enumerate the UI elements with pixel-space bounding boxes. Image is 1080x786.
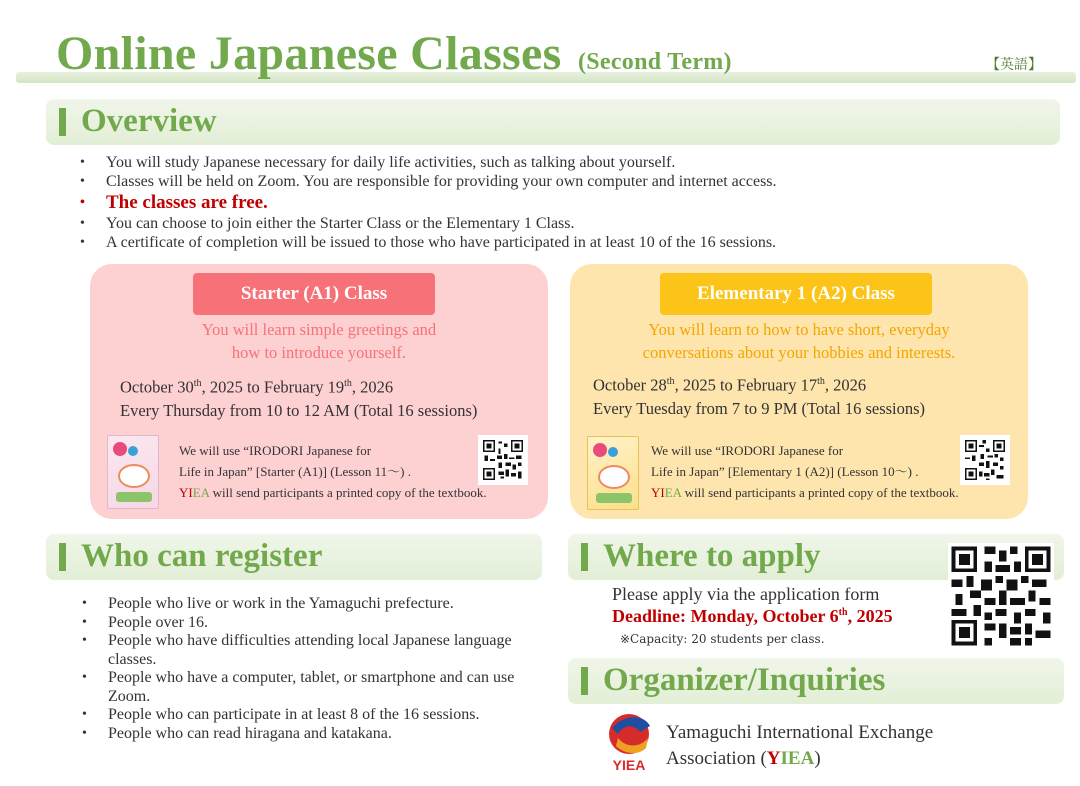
register-list — [82, 595, 542, 743]
section-marker — [59, 108, 66, 136]
qr-code-icon[interactable] — [948, 543, 1054, 649]
overview-header — [46, 99, 1060, 145]
section-marker — [581, 667, 588, 695]
section-marker — [59, 543, 66, 571]
elementary-weekly-time: Every Tuesday from 7 to 9 PM (Total 16 sessions) — [593, 398, 926, 418]
elementary-schedule — [593, 370, 925, 420]
yiea-logo-icon — [600, 708, 658, 774]
starter-desc-line: how to introduce yourself. — [231, 343, 407, 362]
qr-code-icon[interactable] — [478, 435, 528, 485]
register-heading: Who can register — [81, 538, 323, 574]
overview-list — [80, 154, 1060, 252]
elementary-textbook-info: We will use “IRODORI Japanese for Life in Japan” [Elementary 1 (A2)] (Lesson 10〜) . YIEA will send participants a printed copy of the textbook. — [651, 443, 959, 500]
starter-class-description — [90, 318, 548, 364]
overview-item: • You can choose to join either the Starter Class or the Elementary 1 Class. — [80, 215, 1060, 234]
organizer-heading: Organizer/Inquiries — [603, 662, 886, 698]
page-title-main: Online Japanese Classes — [56, 27, 562, 80]
elementary-class-card — [570, 264, 1028, 519]
qr-code-icon[interactable] — [960, 435, 1010, 485]
register-item: • People who have difficulties attending local Japanese language classes. — [82, 632, 542, 669]
starter-weekly-time: Every Thursday from 10 to 12 AM (Total 16 sessions) — [120, 400, 478, 420]
organizer-name-line-2: Association (YIEA) — [666, 748, 821, 769]
starter-schedule — [120, 372, 477, 422]
overview-heading: Overview — [81, 103, 217, 139]
register-item: • People who live or work in the Yamaguchi prefecture. — [82, 595, 542, 614]
elementary-class-description — [570, 318, 1028, 364]
starter-class-label: Starter (A1) Class — [193, 273, 435, 315]
overview-item: • You will study Japanese necessary for daily life activities, such as talking about yourself. — [80, 154, 1060, 173]
register-item: • People who can read hiragana and katakana. — [82, 725, 542, 744]
page-title — [56, 26, 732, 81]
organizer-name — [666, 720, 933, 772]
page-subtitle: (Second Term) — [577, 49, 732, 75]
overview-item: • A certificate of completion will be issued to those who have participated in at least 10 of the 16 sessions. — [80, 234, 1060, 253]
section-marker — [581, 543, 588, 571]
elementary-desc-line: You will learn to how to have short, everyday — [648, 320, 950, 339]
starter-desc-line: You will learn simple greetings and — [201, 320, 437, 339]
organizer-name-line-1: Yamaguchi International Exchange — [666, 722, 934, 743]
language-tag: 【英語】 — [986, 57, 1042, 73]
title-area — [16, 22, 1076, 86]
register-item: • People who have a computer, tablet, or smartphone and can use Zoom. — [82, 669, 542, 706]
starter-class-card — [90, 264, 548, 519]
apply-instruction: Please apply via the application form — [612, 584, 880, 604]
organizer-header — [568, 658, 1064, 704]
elementary-desc-line: conversations about your hobbies and interests. — [642, 343, 956, 362]
logo-text: YIEA — [612, 757, 646, 773]
register-item: • People over 16. — [82, 614, 542, 633]
textbook-cover-icon — [107, 435, 159, 509]
elementary-class-label: Elementary 1 (A2) Class — [660, 273, 932, 315]
elementary-dates: October 28th, 2025 to February 17th, 2026 — [593, 375, 867, 395]
apply-deadline: Deadline: Monday, October 6th, 2025 — [612, 606, 893, 626]
apply-heading: Where to apply — [603, 538, 821, 574]
register-item: • People who can participate in at least 8 of the 16 sessions. — [82, 706, 542, 725]
overview-item-free: • The classes are free. — [80, 191, 1060, 215]
starter-dates: October 30th, 2025 to February 19th, 2026 — [120, 377, 394, 397]
textbook-cover-icon — [587, 436, 639, 510]
overview-item: • Classes will be held on Zoom. You are responsible for providing your own computer and internet access. — [80, 173, 1060, 192]
starter-textbook-info: We will use “IRODORI Japanese for Life in Japan” [Starter (A1)] (Lesson 11〜) . YIEA will send participants a printed copy of the textbook. — [179, 443, 487, 500]
capacity-note: ※Capacity: 20 students per class. — [620, 632, 825, 646]
register-header — [46, 534, 542, 580]
